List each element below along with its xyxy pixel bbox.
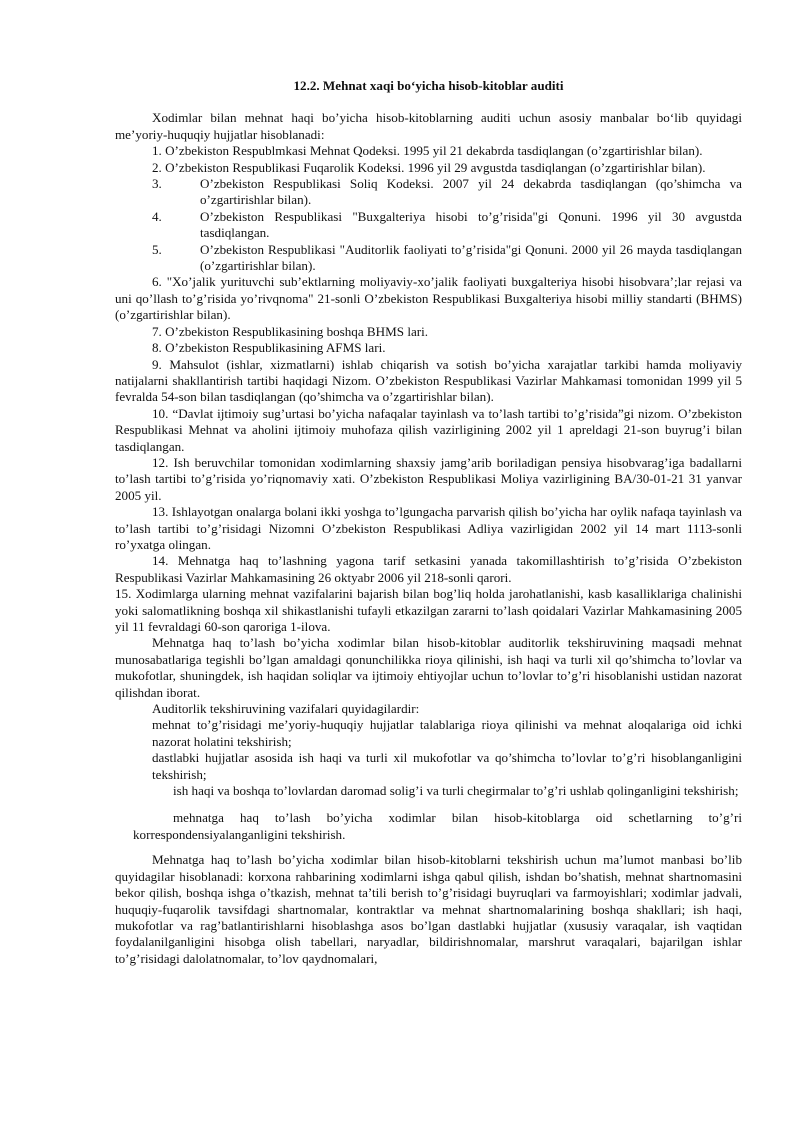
list-item-8: 8. O’zbekiston Respublikasining AFMS lari. bbox=[152, 340, 386, 356]
list-number: 5. bbox=[152, 241, 162, 257]
task-item-4: mehnatga haq to’lash bo’yicha xodimlar bilan hisob-kitoblarga oid schetlarning to’g’ri korrespondensiyalanganligini tekshirish. bbox=[133, 810, 742, 842]
list-text: O’zbekiston Respublikasi "Auditorlik faoliyati to’g’risida"gi Qonuni. 2000 yil 26 mayda tasdiqlangan (o’zgartirishlar bilan). bbox=[200, 241, 742, 274]
list-item-13: 13. Ishlayotgan onalarga bolani ikki yoshga to’lgungacha parvarish qilish bo’yicha har oylik nafaqa tayinlash va to’lash tartibi to’g’risidagi Nizomni O’zbekiston Respublikasi Adliya vazirligidan 2002 yil 14 mart 1113-sonli ro’yxatga olingan. bbox=[115, 504, 742, 552]
intro-paragraph: Xodimlar bilan mehnat haqi bo’yicha hisob-kitoblarning auditi uchun asosiy manbalar bo‘lib quyidagi me’yoriy-huquqiy hujjatlar hisoblanadi: bbox=[115, 110, 742, 142]
list-item-12: 12. Ish beruvchilar tomonidan xodimlarning shaxsiy jamg’arib boriladigan pensiya hisobvarag’iga badallarni to’lash tartibi to’g’risida yo’riqnomaviy xati. O’zbekiston Respublikasi Moliya vazirligining BA/30-01-21 31 yanvar 2005 yil. bbox=[115, 454, 742, 503]
list-item-9: 9. Mahsulot (ishlar, xizmatlarni) ishlab chiqarish va sotish bo’yicha xarajatlar tarkibi hamda moliyaviy natijalarni shakllantirish tartibi haqidagi Nizom. O’zbekiston Respublikasi Vazirlar Mahkamasi tomonidan 1999 yil 5 fevralda 54-son bilan tasdiqlangan (qo’shimcha va o’zgartirishlar bilan). bbox=[115, 356, 742, 405]
list-item-10: 10. “Davlat ijtimoiy sug’urtasi bo’yicha nafaqalar tayinlash va to’lash tartibi to’g’risida”gi nizom. O’zbekiston Respublikasi Mehnat va aholini ijtimoiy muhofaza qilish vazirligining 2002 yil 1 apreldagi 21-son buyrug’i bilan tasdiqlangan. bbox=[115, 405, 742, 454]
audit-purpose-paragraph: Mehnatga haq to’lash bo’yicha xodimlar bilan hisob-kitoblar auditorlik tekshiruvining maqsadi mehnat munosabatlariga tegishli bo’lgan amaldagi qonunchilikka rioya qilinishi, ish haqi va turli xil qo’shimcha to’lovlar va mukofotlar, shuningdek, ish haqidan soliqlar va ijtimoiy ehtiyojlar uchun to’lovlar to’g’ri hisoblanishi ustidan nazorat qilishdan iborat. bbox=[115, 635, 742, 700]
list-item-15: 15. Xodimlarga ularning mehnat vazifalarini bajarish bilan bog’liq holda jarohatlanishi, kasb kasalliklariga chalinishi yoki salomatlikning boshqa xil shikastlanishi tufayli etkazilgan zararni to’lash qoidalari Vazirlar Mahkamasining 2005 yil 11 fevraldagi 60-son qaroriga 1-ilova. bbox=[115, 586, 742, 634]
info-sources-paragraph: Mehnatga haq to’lash bo’yicha xodimlar bilan hisob-kitoblarni tekshirish uchun ma’lumot manbasi bo’lib quyidagilar hisoblanadi: korxona rahbarining xodimlarni ishga qabul qilish, ishdan bo’shatish, mehnat shartnomasini bekor qilish, boshqa ishga o’tkazish, mehnat ta’tili berish to’g’risidagi buyruqlari va farmoyishlari; xodimlar jadvali, huquqiy-fuqarolik tavsifdagi shartnomalar, kontraktlar va mehnat shartnomalarining boshqa shakllari; ish haqi, mukofotlar va rag’batlantirishlarni hisoblashga asos bo’lgan dastlabki hujjatlar (xususiy varaqalar, ish vaqtidan foydalanilganligini hisobga olish tabellari, naryadlar, bildirishnomalar, marshrut varaqalari, bajarilgan ishlar to’g’risidagi dalolatnomalar, to’lov qaydnomalari, bbox=[115, 852, 742, 966]
task-item-3: ish haqi va boshqa to’lovlardan daromad solig’i va turli chegirmalar to’g’ri ushlab qolinganligini tekshirish; bbox=[173, 783, 739, 799]
list-text: O’zbekiston Respublikasi Soliq Kodeksi. 2007 yil 24 dekabrda tasdiqlangan (qo’shimcha va o’zgartirishlar bilan). bbox=[200, 176, 742, 208]
list-item-5 bbox=[115, 242, 742, 275]
list-text: O’zbekiston Respublikasi "Buxgalteriya hisobi to’g’risida"gi Qonuni. 1996 yil 30 avgustda tasdiqlangan. bbox=[200, 208, 742, 241]
list-item-3 bbox=[115, 176, 742, 209]
document-page bbox=[115, 78, 742, 967]
task-item-2: dastlabki hujjatlar asosida ish haqi va turli xil mukofotlar va qo’shimcha to’lovlar to’g’ri hisoblanganligini tekshirish; bbox=[152, 750, 742, 782]
task-item-1: mehnat to’g’risidagi me’yoriy-huquqiy hujjatlar talablariga rioya qilinishi va mehnat aloqalariga oid ichki nazorat holatini tekshirish; bbox=[152, 717, 742, 749]
list-item-7: 7. O’zbekiston Respublikasining boshqa BHMS lari. bbox=[152, 323, 429, 339]
list-item-14: 14. Mehnatga haq to’lashning yagona tarif setkasini yanada takomillashtirish to’g’risida O’zbekiston Respublikasi Vazirlar Mahkamasining 26 oktyabr 2006 yil 218-sonli qarori. bbox=[115, 553, 742, 585]
list-number: 3. bbox=[152, 176, 162, 192]
list-item-6: 6. "Xo’jalik yurituvchi sub’ektlarning moliyaviy-xo’jalik faoliyati buxgalteriya hisobi hisobvara’;lar rejasi va uni qo’llash to’g’risida yo’rivqnoma" 21-sonli O’zbekiston Respublikasi Buxgalteriya hisobi milliy standarti (BHMS) (o’zgartirishlar bilan). bbox=[115, 274, 742, 323]
list-item-1: 1. O’zbekiston Respublmkasi Mehnat Qodeksi. 1995 yil 21 dekabrda tasdiqlangan (o’zgartirishlar bilan). bbox=[152, 143, 703, 159]
section-title: 12.2. Mehnat xaqi bo‘yicha hisob-kitoblar auditi bbox=[293, 78, 564, 93]
list-number: 4. bbox=[152, 208, 162, 224]
audit-tasks-heading: Auditorlik tekshiruvining vazifalari quyidagilardir: bbox=[152, 701, 420, 717]
list-item-2: 2. O’zbekiston Respublikasi Fuqarolik Kodeksi. 1996 yil 29 avgustda tasdiqlangan (o’zgartirishlar bilan). bbox=[152, 159, 706, 175]
list-item-4 bbox=[115, 209, 742, 242]
